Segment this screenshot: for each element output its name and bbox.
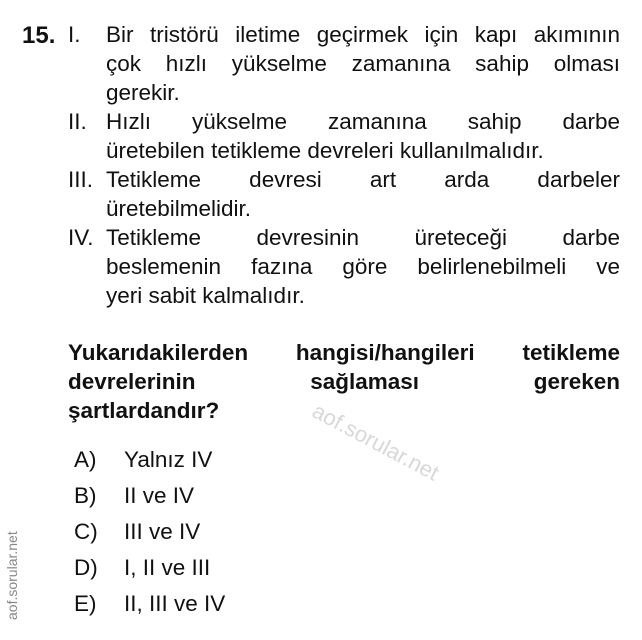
statement-line: Hızlı yükselme zamanına sahip darbe [106,109,620,134]
option-letter: B) [74,483,97,508]
statement-line: Bir tristörü iletime geçirmek için kapı akımının [106,22,620,47]
roman-numeral: I. [68,22,81,47]
statement-4 [68,223,620,310]
option-text: Yalnız IV [124,447,213,472]
question-line: şartlardandır? [68,398,220,423]
statement-line: üretebilen tetikleme devreleri kullanılmalıdır. [106,138,544,163]
option-letter: E) [74,591,97,616]
statement-1 [68,20,620,107]
statement-line: Tetikleme devresi art arda darbeler [106,167,620,192]
statement-line: üretebilmelidir. [106,196,252,221]
statement-line: yeri sabit kalmalıdır. [106,283,305,308]
roman-numeral: IV. [68,225,94,250]
option-text: II, III ve IV [124,591,226,616]
option-letter: C) [74,519,98,544]
question-line: devrelerinin sağlaması gereken [68,369,620,394]
statement-line: çok hızlı yükselme zamanına sahip olması [106,51,620,76]
roman-numeral: III. [68,167,94,192]
watermark: aof.sorular.net [308,398,444,486]
option-a[interactable] [74,447,212,473]
option-d[interactable] [74,555,210,581]
statement-line: gerekir. [106,80,180,105]
option-letter: D) [74,555,98,580]
option-b[interactable] [74,483,194,509]
option-letter: A) [74,447,97,472]
option-text: II ve IV [124,483,195,508]
question-line: Yukarıdakilerden hangisi/hangileri tetikleme [68,340,620,365]
option-text: I, II ve III [124,555,211,580]
question-number: 15. [22,22,56,49]
statement-2 [68,107,620,165]
option-text: III ve IV [124,519,201,544]
roman-numeral: II. [68,109,87,134]
statement-line: Tetikleme devresinin üreteceği darbe [106,225,620,250]
option-e[interactable] [74,591,225,617]
option-c[interactable] [74,519,200,545]
statement-3 [68,165,620,223]
side-watermark: aof.sorular.net [4,531,20,620]
statement-line: beslemenin fazına göre belirlenebilmeli ve [106,254,620,279]
